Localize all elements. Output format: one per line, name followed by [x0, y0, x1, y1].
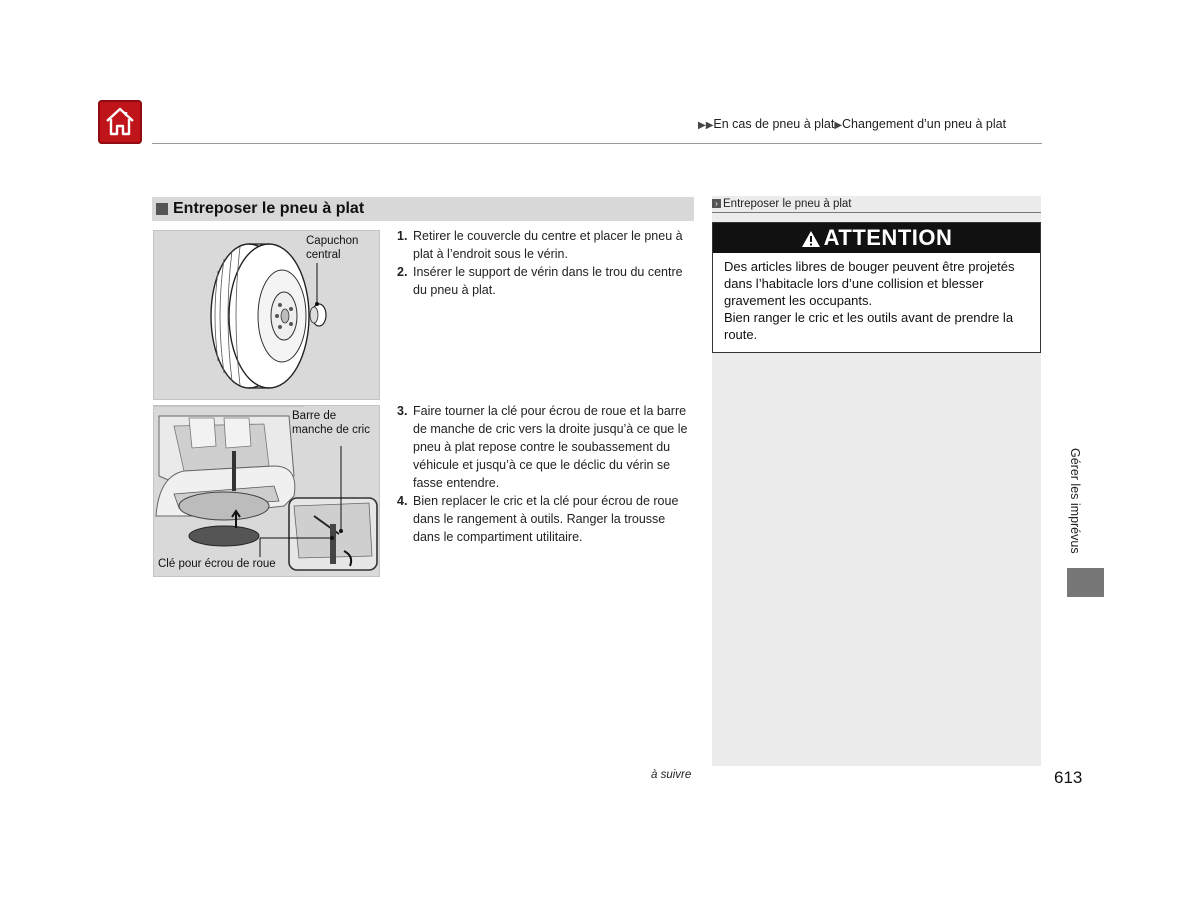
section-heading [152, 197, 694, 221]
home-icon [98, 100, 142, 144]
chapter-label [1068, 448, 1096, 564]
breadcrumb [698, 117, 1006, 131]
warning-body [724, 258, 1034, 343]
breadcrumb-level2[interactable]: Changement d’un pneu à plat [842, 117, 1007, 131]
step-text: Bien replacer le cric et la clé pour écrou de roue dans le rangement à outils. Ranger la trousse dans le compartiment utilitaire. [413, 494, 679, 544]
label-line: central [306, 249, 341, 261]
warning-text-1: Des articles libres de bouger peuvent être projetés dans l’habitacle lors d’une collision et blesser gravement les occupants. [724, 259, 1015, 308]
step-number: 1. [397, 229, 408, 243]
section-square-icon [156, 203, 168, 215]
home-button[interactable] [98, 100, 142, 144]
figure-label-wheel-wrench: Clé pour écrou de roue [158, 558, 276, 570]
page-number: 613 [1054, 768, 1083, 787]
step-number: 3. [397, 404, 408, 418]
label-line: Capuchon [306, 235, 359, 247]
warning-title: ATTENTION [823, 225, 953, 250]
figure-jack-storage [153, 405, 380, 577]
steps-group-2 [397, 402, 695, 546]
step-item [397, 227, 695, 263]
sidebar-reference-title: Entreposer le pneu à plat [723, 198, 852, 210]
breadcrumb-arrow-icon: ▶ [834, 120, 843, 131]
continued-note: à suivre [651, 769, 692, 781]
chapter-label-text: Gérer les imprévus [1068, 448, 1082, 554]
warning-text-2: Bien ranger le cric et les outils avant de prendre la route. [724, 310, 1014, 342]
chapter-tab[interactable] [1067, 568, 1104, 597]
step-text: Faire tourner la clé pour écrou de roue et la barre de manche de cric vers la droite jusqu’à ce que le pneu à plat repose contre le soubassement du véhicule et jusqu’à ce que le déclic du vérin se fasse entendre. [413, 404, 688, 490]
label-line: Barre de [292, 410, 337, 422]
step-item [397, 402, 695, 492]
warning-header [713, 223, 1040, 253]
warning-box [712, 222, 1041, 353]
label-line: manche de cric [292, 424, 370, 436]
steps-group-1 [397, 227, 695, 299]
step-item [397, 492, 695, 546]
reference-arrow-icon: › [712, 199, 721, 208]
step-item [397, 263, 695, 299]
figure-label-jack-bar [292, 409, 370, 437]
breadcrumb-arrow-icon: ▶▶ [698, 120, 714, 131]
section-title: Entreposer le pneu à plat [173, 200, 365, 217]
figure-spare-tire [153, 230, 380, 400]
step-number: 2. [397, 265, 408, 279]
sidebar-reference[interactable] [712, 198, 1041, 213]
breadcrumb-level1[interactable]: En cas de pneu à plat [713, 117, 835, 131]
warning-triangle-icon [801, 230, 821, 248]
figure-label-center-cap [306, 234, 358, 262]
step-number: 4. [397, 494, 408, 508]
step-text: Retirer le couvercle du centre et placer le pneu à plat à l’endroit sous le vérin. [413, 229, 683, 261]
header-divider [152, 143, 1042, 144]
step-text: Insérer le support de vérin dans le trou du centre du pneu à plat. [413, 265, 683, 297]
